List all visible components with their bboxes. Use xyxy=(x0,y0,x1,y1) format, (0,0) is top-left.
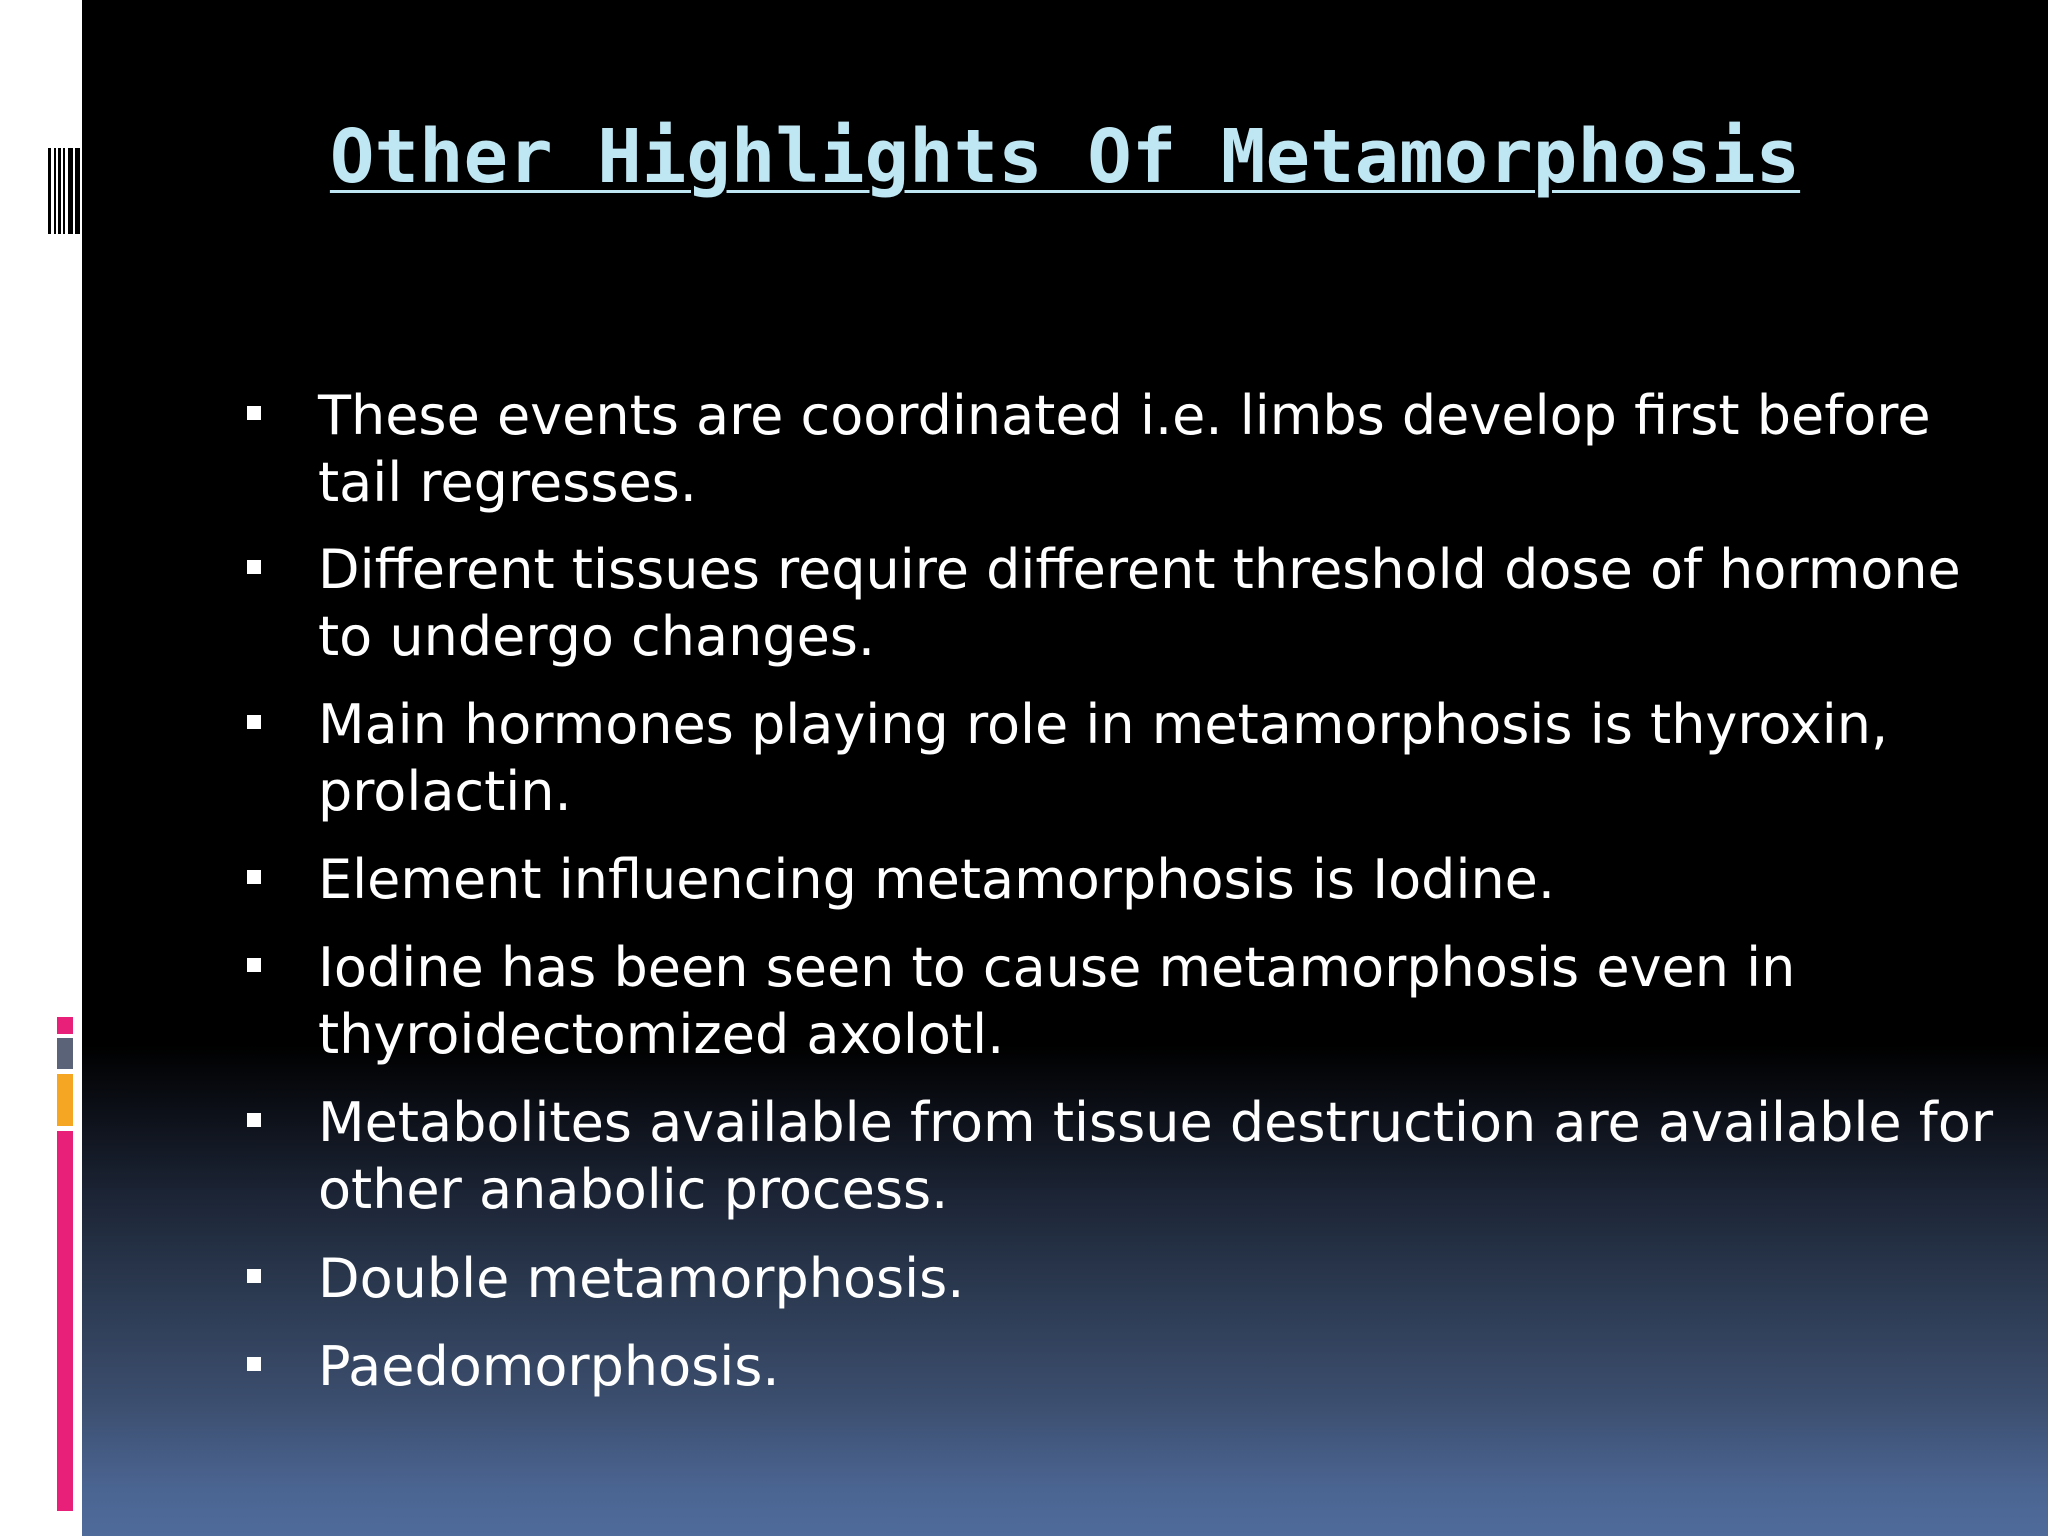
square-bullet-icon xyxy=(247,406,261,420)
bullet-text xyxy=(318,536,1998,670)
bullet-text xyxy=(318,1245,1998,1312)
bullet-text xyxy=(318,1089,1998,1223)
bullet-line: Different tissues require different threshold dose of hormone xyxy=(318,538,1961,601)
accent-bar-slate xyxy=(57,1038,73,1069)
slide-body xyxy=(82,0,2048,1536)
bullet-text xyxy=(318,846,1998,913)
bullet-line: Element influencing metamorphosis is Iodine. xyxy=(318,848,1556,911)
slide-title: Other Highlights Of Metamorphosis xyxy=(329,114,1801,200)
bullet-line: other anabolic process. xyxy=(318,1158,949,1221)
bullet-line: to undergo changes. xyxy=(318,605,876,668)
bullet-line: Metabolites available from tissue destruction are available for xyxy=(318,1091,1994,1154)
bullet-line: Double metamorphosis. xyxy=(318,1247,965,1310)
bullet-line: Paedomorphosis. xyxy=(318,1335,780,1398)
bullet-line: thyroidectomized axolotl. xyxy=(318,1003,1005,1066)
bullet-line: Main hormones playing role in metamorphosis is thyroxin, xyxy=(318,693,1889,756)
accent-bar-pink xyxy=(57,1131,73,1511)
bullet-line: tail regresses. xyxy=(318,451,697,514)
bullet-text xyxy=(318,934,1998,1068)
left-margin-strip xyxy=(0,0,82,1536)
bullet-text xyxy=(318,382,1998,516)
bullet-line: Iodine has been seen to cause metamorphosis even in xyxy=(318,936,1796,999)
square-bullet-icon xyxy=(247,958,261,972)
square-bullet-icon xyxy=(247,1113,261,1127)
square-bullet-icon xyxy=(247,1269,261,1283)
accent-bar-pink-top xyxy=(57,1017,73,1034)
square-bullet-icon xyxy=(247,715,261,729)
bullet-text xyxy=(318,691,1998,825)
accent-bar-orange xyxy=(57,1074,73,1126)
square-bullet-icon xyxy=(247,1357,261,1371)
square-bullet-icon xyxy=(247,560,261,574)
bullet-line: These events are coordinated i.e. limbs develop first before xyxy=(318,384,1931,447)
bullet-list xyxy=(82,0,2048,1536)
barcode-stripes-icon xyxy=(48,148,80,234)
bullet-text xyxy=(318,1333,1998,1400)
bullet-line: prolactin. xyxy=(318,760,572,823)
square-bullet-icon xyxy=(247,870,261,884)
